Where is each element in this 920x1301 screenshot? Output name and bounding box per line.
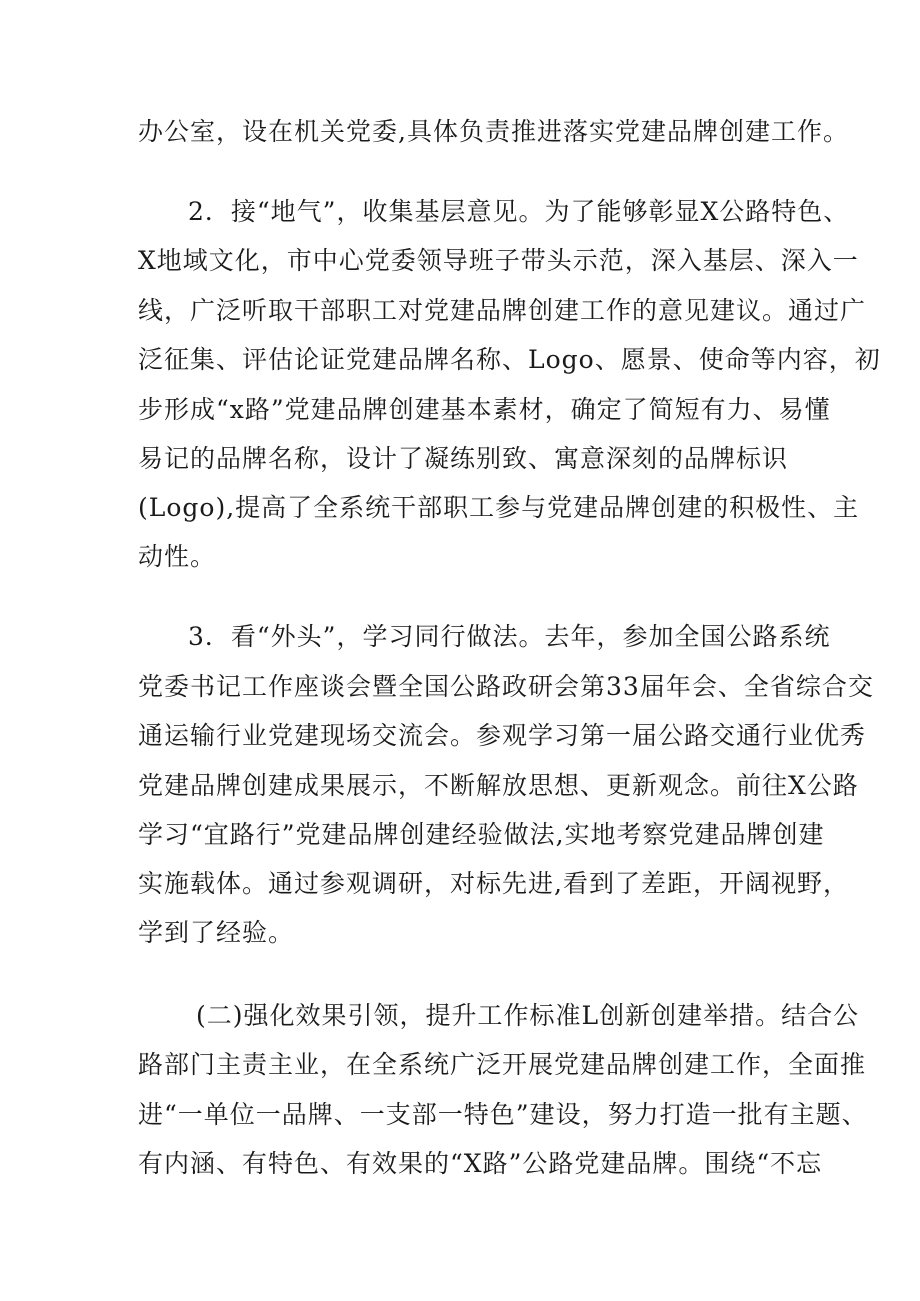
text-line: 泛征集、评估论证党建品牌名称、Logo、愿景、使命等内容，初 xyxy=(138,345,881,374)
text-line: 3．看“外头”，学习同行做法。去年，参加全国公路系统 xyxy=(188,622,831,651)
text-line: 动性。 xyxy=(138,542,217,571)
text-line: (二)强化效果引领，提升工作标准L创新创建举措。结合公 xyxy=(196,1001,860,1030)
text-line: 路部门主责主业，在全系统广泛开展党建品牌创建工作，全面推 xyxy=(138,1050,867,1079)
text-line: 通运输行业党建现场交流会。参观学习第一届公路交通行业优秀 xyxy=(138,721,867,750)
text-line: 实施载体。通过参观调研，对标先进,看到了差距，开阔视野， xyxy=(138,869,849,898)
text-line: 学习“宜路行”党建品牌创建经验做法,实地考察党建品牌创建 xyxy=(138,820,825,849)
text-line: 易记的品牌名称，设计了凝练别致、寓意深刻的品牌标识 xyxy=(138,444,789,473)
text-line: 2．接“地气”，收集基层意见。为了能够彰显X公路特色、 xyxy=(188,197,850,226)
text-line: (Logo),提高了全系统干部职工参与党建品牌创建的积极性、主 xyxy=(138,493,860,522)
text-line: 步形成“x路”党建品牌创建基本素材，确定了简短有力、易懂 xyxy=(138,395,831,424)
text-line: 办公室，设在机关党委,具体负责推进落实党建品牌创建工作。 xyxy=(138,117,849,146)
text-line: 党建品牌创建成果展示，不断解放思想、更新观念。前往X公路 xyxy=(138,771,859,800)
text-line: 有内涵、有特色、有效果的“X路”公路党建品牌。围绕“不忘 xyxy=(138,1149,823,1178)
text-line: X地域文化，市中心党委领导班子带头示范，深入基层、深入一 xyxy=(138,246,859,275)
text-line: 线，广泛听取干部职工对党建品牌创建工作的意见建议。通过广 xyxy=(138,296,867,325)
text-line: 进“一单位一品牌、一支部一特色”建设，努力打造一批有主题、 xyxy=(138,1100,868,1129)
text-line: 学到了经验。 xyxy=(138,918,295,947)
text-line: 党委书记工作座谈会暨全国公路政研会第33届年会、全省综合交 xyxy=(138,672,874,701)
